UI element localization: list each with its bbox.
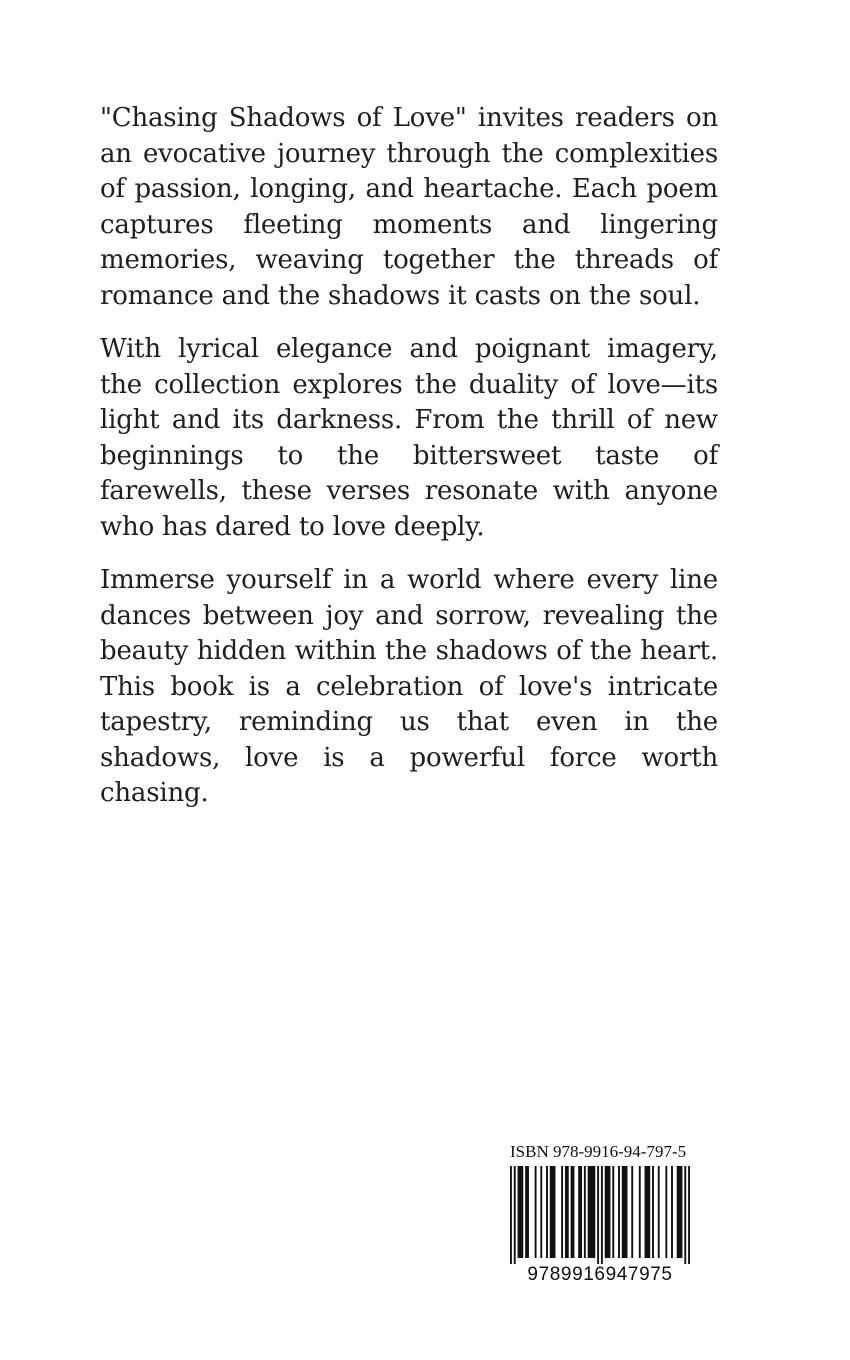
barcode-digits: 9789916947975 [527,1264,673,1285]
barcode-bar [622,1166,628,1258]
barcode-bar [514,1166,516,1264]
barcode-bar [639,1166,641,1258]
isbn-label: ISBN 978-9916-94-797-5 [510,1142,687,1161]
barcode-bar [645,1166,651,1258]
barcode-bar [510,1166,512,1264]
barcode-bar [684,1166,686,1264]
barcode-bar [525,1166,529,1258]
barcode-bar [658,1166,660,1258]
back-cover-blurb [100,101,718,830]
barcode-bar [540,1166,542,1258]
barcode-bar [601,1166,603,1264]
barcode-bar [618,1166,620,1258]
barcode-bar [677,1166,683,1258]
barcode-bar [605,1166,611,1258]
blurb-paragraph-3: Immerse yourself in a world where every line dances between joy and sorrow, revealing the beauty hidden within the shadows of the heart. This book is a celebration of love's intricate tapestry, reminding us that even in the shadows, love is a powerful force worth chasing. [100,565,718,808]
barcode-bar [652,1166,654,1258]
barcode-bar [584,1166,586,1258]
barcode-bar [597,1166,599,1264]
barcode-bar [546,1166,548,1258]
barcode-bar [535,1166,537,1258]
barcode-bar [561,1166,563,1258]
barcode-bar [518,1166,524,1258]
barcode-bar [671,1166,673,1258]
barcode-bar [688,1166,690,1264]
barcode-bar [612,1166,614,1258]
blurb-paragraph-2: With lyrical elegance and poignant imagery, the collection explores the duality of love—its light and its darkness. From the thrill of new beginnings to the bittersweet taste of farewells, these verses resonate with anyone who has dared to love deeply. [100,334,718,542]
barcode-bar [571,1166,575,1258]
barcode-bar [578,1166,582,1258]
barcode-bar [550,1166,556,1258]
barcode-bar [631,1166,633,1258]
barcode-bar [588,1166,596,1258]
barcode-bar [565,1166,569,1258]
barcode-bar [665,1166,667,1258]
blurb-paragraph-1: "Chasing Shadows of Love" invites readers on an evocative journey through the complexities of passion, longing, and heartache. Each poem captures fleeting moments and lingering memories, weaving together the threads of romance and the shadows it casts on the soul. [100,103,718,311]
isbn-barcode-block [500,1138,698,1296]
barcode-icon [510,1166,690,1264]
